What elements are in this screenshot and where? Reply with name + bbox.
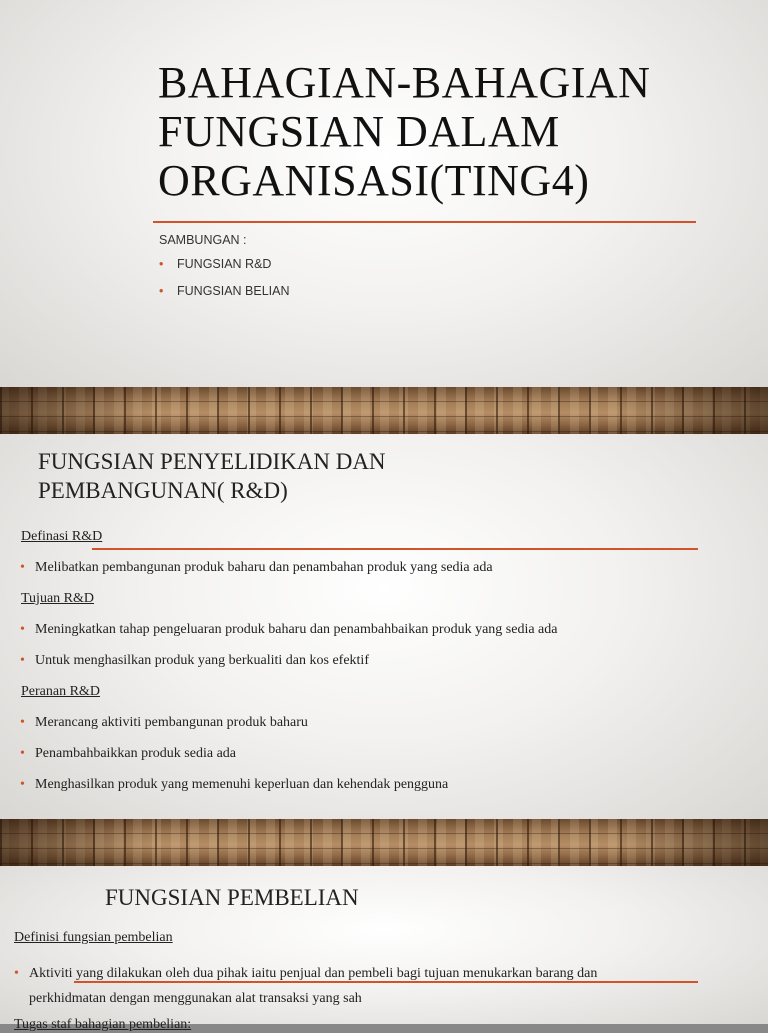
bullet-icon: •	[159, 257, 164, 271]
bullet-item	[20, 622, 558, 638]
bullet-label: Penambahbaikkan produk sedia ada	[35, 746, 236, 761]
bullet-icon: •	[14, 966, 19, 981]
slide-3	[0, 866, 768, 1032]
bullet-item	[20, 653, 369, 669]
wood-floor-divider	[0, 819, 768, 866]
slide-2-title-line: FUNGSIAN PENYELIDIKAN DAN	[38, 449, 386, 474]
title-divider	[153, 221, 696, 223]
bullet-label: FUNGSIAN R&D	[177, 257, 272, 271]
slide-1-title-line: ORGANISASI(TING4)	[158, 156, 590, 205]
bullet-item	[20, 715, 308, 731]
bullet-label: Merancang aktiviti pembangunan produk baharu	[35, 715, 308, 730]
bullet-label: Untuk menghasilkan produk yang berkualiti dan kos efektif	[35, 653, 369, 668]
bullet-label: FUNGSIAN BELIAN	[177, 284, 290, 298]
wood-floor-divider	[0, 387, 768, 434]
bullet-label: Menghasilkan produk yang memenuhi keperluan dan kehendak pengguna	[35, 777, 449, 792]
slide-1	[0, 0, 768, 387]
section-divider	[74, 981, 698, 983]
bullet-icon: •	[20, 560, 25, 575]
bullet-icon: •	[20, 715, 25, 730]
slide-3-title: FUNGSIAN PEMBELIAN	[105, 885, 359, 910]
bullet-icon: •	[20, 777, 25, 792]
bullet-item	[20, 746, 236, 762]
bullet-label: Meningkatkan tahap pengeluaran produk baharu dan penambahbaikan produk yang sedia ada	[35, 622, 558, 637]
slide-2-title-line: PEMBANGUNAN( R&D)	[38, 478, 288, 503]
bullet-icon: •	[159, 284, 164, 298]
bullet-icon: •	[20, 746, 25, 761]
bullet-item	[159, 257, 272, 271]
bullet-label: Melibatkan pembangunan produk baharu dan penambahan produk yang sedia ada	[35, 560, 493, 575]
bullet-item	[20, 777, 449, 793]
bullet-item	[14, 961, 729, 1011]
slide-1-title-line: FUNGSIAN DALAM	[158, 107, 560, 156]
section-heading: Tugas staf bahagian pembelian:	[14, 1017, 192, 1032]
bullet-item	[20, 560, 493, 576]
section-divider	[92, 548, 698, 550]
bullet-icon: •	[20, 653, 25, 668]
slide-1-title	[158, 58, 718, 205]
bullet-line: perkhidmatan dengan menggunakan alat transaksi yang sah	[29, 991, 362, 1006]
section-heading: Tujuan R&D	[21, 591, 95, 606]
section-heading: Definisi fungsian pembelian	[14, 930, 173, 945]
section-heading: Peranan R&D	[21, 684, 100, 699]
slide-2	[0, 434, 768, 819]
slide-1-title-line: BAHAGIAN-BAHAGIAN	[158, 58, 651, 107]
bullet-line: Aktiviti yang dilakukan oleh dua pihak iaitu penjual dan pembeli bagi tujuan menukarkan barang dan	[29, 966, 598, 981]
slide-2-title	[38, 447, 558, 505]
bullet-item	[159, 284, 290, 298]
bullet-icon: •	[20, 622, 25, 637]
slide-1-subtitle: SAMBUNGAN :	[159, 233, 247, 247]
section-heading: Definasi R&D	[21, 529, 103, 544]
